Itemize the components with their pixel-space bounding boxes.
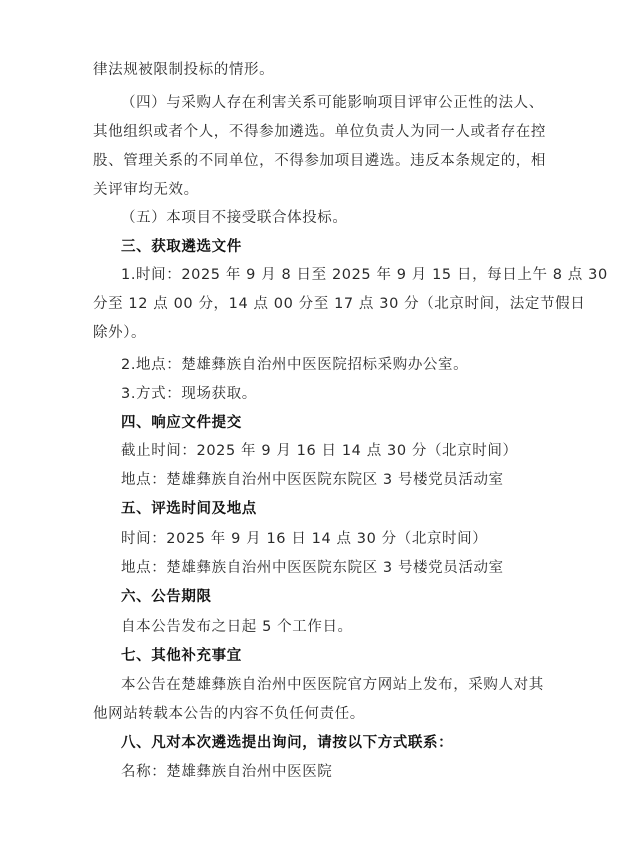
paragraph-line: （五）本项目不接受联合体投标。 <box>121 210 348 226</box>
paragraph-line: 1.时间：2025 年 9 月 8 日至 2025 年 9 月 15 日，每日上午 8 点 30 <box>121 267 608 283</box>
section-heading: 六、公告期限 <box>121 589 212 605</box>
section-heading: 五、评选时间及地点 <box>121 501 257 517</box>
paragraph-line: 2.地点：楚雄彝族自治州中医医院招标采购办公室。 <box>121 357 469 373</box>
section-heading: 四、响应文件提交 <box>121 415 242 431</box>
paragraph-line: 律法规被限制投标的情形。 <box>93 62 275 78</box>
paragraph-line: 他网站转载本公告的内容不负任何责任。 <box>93 706 365 722</box>
paragraph-line: 地点：楚雄彝族自治州中医医院东院区 3 号楼党员活动室 <box>121 472 504 488</box>
section-heading: 八、凡对本次遴选提出询问，请按以下方式联系： <box>121 735 454 751</box>
paragraph-line: （四）与采购人存在利害关系可能影响项目评审公正性的法人、 <box>121 95 544 111</box>
paragraph-line: 截止时间：2025 年 9 月 16 日 14 点 30 分（北京时间） <box>121 443 518 459</box>
paragraph-line: 关评审均无效。 <box>93 182 199 198</box>
section-heading: 三、获取遴选文件 <box>121 239 242 255</box>
paragraph-line: 自本公告发布之日起 5 个工作日。 <box>121 619 353 635</box>
paragraph-line: 本公告在楚雄彝族自治州中医医院官方网站上发布，采购人对其 <box>121 677 544 693</box>
paragraph-line: 其他组织或者个人，不得参加遴选。单位负责人为同一人或者存在控 <box>93 124 546 140</box>
paragraph-line: 除外）。 <box>93 325 147 341</box>
paragraph-line: 3.方式：现场获取。 <box>121 386 257 402</box>
paragraph-line: 地点：楚雄彝族自治州中医医院东院区 3 号楼党员活动室 <box>121 560 504 576</box>
paragraph-line: 时间：2025 年 9 月 16 日 14 点 30 分（北京时间） <box>121 531 488 547</box>
paragraph-line: 分至 12 点 00 分，14 点 00 分至 17 点 30 分（北京时间，法定节假日 <box>93 296 586 312</box>
paragraph-line: 股、管理关系的不同单位，不得参加项目遴选。违反本条规定的，相 <box>93 153 546 169</box>
section-heading: 七、其他补充事宜 <box>121 648 242 664</box>
paragraph-line: 名称：楚雄彝族自治州中医医院 <box>121 764 333 780</box>
